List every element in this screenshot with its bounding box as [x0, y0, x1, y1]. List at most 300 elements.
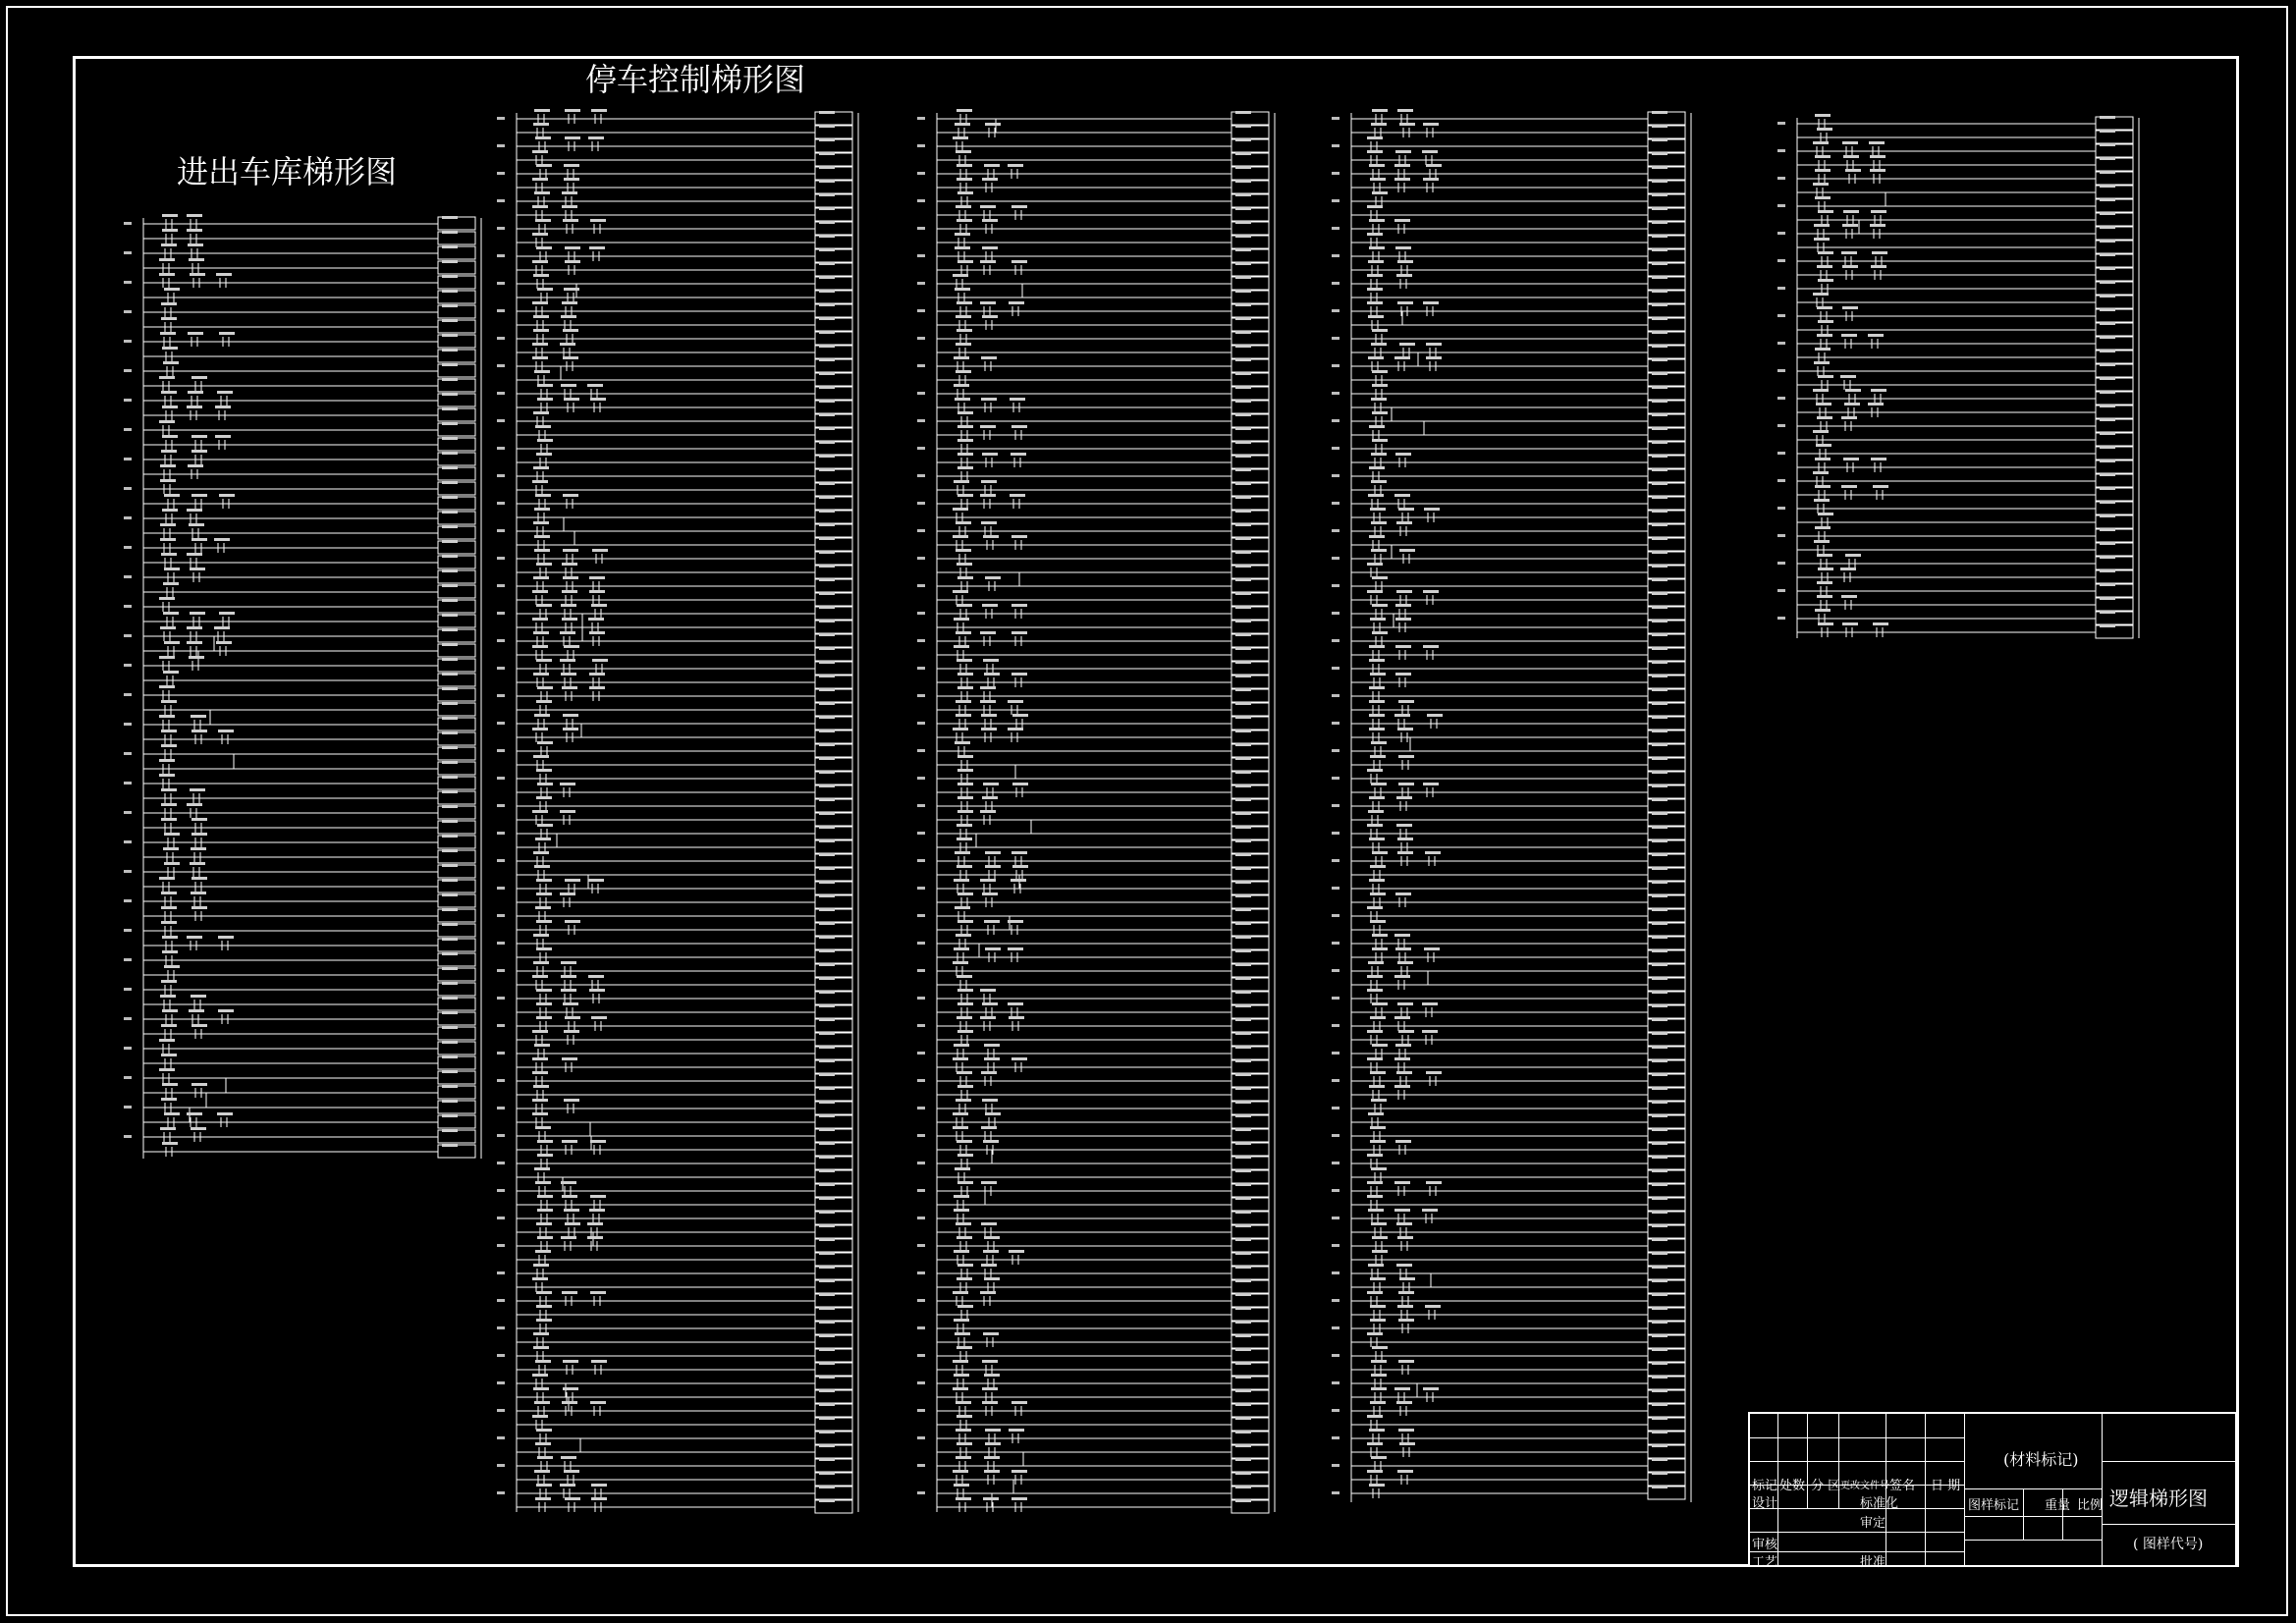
address-label [2100, 130, 2115, 133]
address-label [819, 922, 835, 925]
address-label [214, 538, 230, 541]
step-number [124, 1106, 132, 1109]
address-label [1235, 331, 1251, 334]
address-label [214, 626, 230, 629]
step-number [497, 254, 505, 257]
address-label [1652, 496, 1667, 499]
step-number [1332, 1354, 1339, 1357]
address-label [957, 439, 973, 442]
address-label [819, 771, 835, 774]
address-label [957, 1415, 972, 1418]
address-label [191, 995, 206, 998]
address-label [2100, 336, 2115, 339]
address-label [2100, 514, 2115, 517]
address-label [1652, 991, 1667, 994]
step-number [497, 1052, 505, 1055]
address-label [1652, 1444, 1667, 1447]
step-number [124, 811, 132, 814]
address-label [532, 1057, 548, 1060]
address-label [1235, 592, 1251, 595]
address-label [159, 258, 175, 261]
address-label [1394, 164, 1410, 167]
address-label [587, 1222, 603, 1225]
step-number [917, 1436, 925, 1439]
address-label [1841, 485, 1857, 488]
address-label [1368, 356, 1384, 359]
address-label [981, 1222, 997, 1225]
address-label [819, 551, 835, 554]
address-label [1422, 1030, 1438, 1033]
address-label [1652, 1101, 1667, 1104]
address-label [1423, 590, 1439, 593]
address-label [1235, 675, 1251, 677]
address-label [819, 812, 835, 815]
address-label [819, 936, 835, 939]
address-label [588, 879, 604, 882]
address-label [983, 783, 999, 785]
step-number [917, 1079, 925, 1082]
address-label [442, 982, 458, 985]
address-label [1235, 207, 1251, 210]
address-label [1652, 1114, 1667, 1117]
address-label [984, 1044, 1000, 1047]
address-label [1396, 1264, 1412, 1267]
address-label [980, 686, 996, 689]
step-number [497, 887, 505, 890]
address-label [1372, 384, 1388, 387]
address-label [1011, 673, 1027, 676]
address-label [1652, 867, 1667, 870]
address-label [191, 730, 207, 732]
address-label [1652, 386, 1667, 389]
address-label [164, 1112, 180, 1115]
step-number [917, 859, 925, 862]
step-number [124, 899, 132, 902]
address-label [1845, 169, 1861, 172]
address-label [1652, 784, 1667, 787]
address-label [188, 464, 203, 467]
address-label [953, 136, 968, 139]
address-label [957, 1030, 973, 1033]
address-label [1011, 260, 1027, 263]
step-number [1332, 1409, 1339, 1412]
address-label [819, 1238, 835, 1241]
address-label [819, 908, 835, 911]
address-label [442, 511, 458, 514]
address-label [819, 620, 835, 622]
address-label [534, 1167, 550, 1170]
address-label [980, 700, 996, 703]
address-label [589, 673, 605, 676]
address-label [1424, 947, 1440, 950]
address-label [442, 437, 458, 440]
address-label [1395, 1044, 1411, 1047]
address-label [982, 219, 998, 222]
address-label [957, 783, 973, 785]
address-label [1652, 248, 1667, 251]
address-label [954, 1044, 969, 1047]
address-label [1009, 1016, 1024, 1019]
address-label [1813, 293, 1829, 296]
address-label [956, 549, 971, 552]
address-label [161, 980, 177, 983]
address-label [957, 109, 972, 112]
address-label [1235, 771, 1251, 774]
address-label [1235, 427, 1251, 430]
address-label [1235, 1156, 1251, 1159]
address-label [982, 315, 998, 318]
address-label [442, 555, 458, 558]
address-label [1394, 714, 1410, 717]
address-label [819, 1224, 835, 1227]
address-label [2100, 171, 2115, 174]
step-number [497, 282, 505, 285]
address-label [1367, 769, 1383, 772]
address-label [442, 776, 458, 779]
address-label [532, 1415, 548, 1418]
address-label [984, 920, 1000, 923]
address-label [442, 938, 458, 941]
tb-design: 设计 [1752, 1496, 1778, 1511]
address-label [2100, 432, 2115, 435]
step-number [917, 1134, 925, 1137]
address-label [442, 879, 458, 882]
address-label [981, 1126, 997, 1129]
address-label [1398, 1030, 1414, 1033]
address-label [957, 1236, 972, 1239]
address-label [1652, 633, 1667, 636]
address-label [982, 178, 998, 181]
address-label [1814, 499, 1830, 502]
step-number [917, 117, 925, 120]
address-label [560, 783, 575, 785]
address-label [1814, 224, 1830, 227]
address-label [1235, 1334, 1251, 1337]
address-label [164, 833, 180, 836]
address-label [442, 997, 458, 1000]
address-label [164, 641, 180, 644]
step-number [1332, 1491, 1339, 1494]
address-label [1367, 1291, 1383, 1294]
address-label [562, 1195, 577, 1198]
step-number [917, 639, 925, 642]
step-number [917, 1381, 925, 1384]
step-number [1777, 479, 1785, 482]
step-number [124, 458, 132, 460]
address-label [1815, 348, 1831, 351]
address-label [953, 1112, 968, 1115]
address-label [442, 908, 458, 911]
address-label [532, 728, 548, 730]
address-label [191, 818, 207, 821]
step-number [917, 227, 925, 230]
address-label [957, 411, 973, 414]
address-label [984, 1236, 1000, 1239]
tb-review-fixed: 审定 [1860, 1516, 1886, 1531]
step-number [1777, 177, 1785, 180]
address-label [1371, 1387, 1387, 1390]
address-label [1652, 1376, 1667, 1379]
address-label [191, 435, 207, 438]
address-label [2100, 116, 2115, 119]
address-label [592, 659, 608, 662]
address-label [532, 590, 548, 593]
address-label [1367, 590, 1383, 593]
address-label [164, 494, 180, 497]
address-label [1369, 219, 1385, 222]
address-label [957, 1085, 973, 1088]
address-label [1235, 1307, 1251, 1310]
address-label [1370, 1016, 1386, 1019]
address-label [955, 1167, 970, 1170]
address-label [2100, 226, 2115, 229]
address-label [532, 618, 548, 621]
address-label [1367, 1057, 1383, 1060]
step-number [1332, 1189, 1339, 1192]
address-label [160, 479, 176, 482]
address-label [1396, 1401, 1412, 1404]
address-label [1652, 936, 1667, 939]
address-label [1235, 620, 1251, 622]
address-label [1398, 1291, 1414, 1294]
address-label [1369, 879, 1385, 882]
address-label [162, 229, 178, 232]
address-label [1235, 193, 1251, 196]
address-label [2100, 391, 2115, 394]
address-label [2100, 143, 2115, 146]
tb-zone: 分 区 [1811, 1479, 1841, 1493]
address-label [1235, 1499, 1251, 1502]
step-number [124, 958, 132, 961]
address-label [819, 372, 835, 375]
address-label [536, 700, 552, 703]
address-label [1394, 1085, 1410, 1088]
address-label [819, 1101, 835, 1104]
address-label [819, 1183, 835, 1186]
address-label [442, 349, 458, 352]
address-label [1652, 1046, 1667, 1049]
address-label [2100, 267, 2115, 270]
address-label [563, 494, 578, 497]
address-label [1842, 622, 1858, 625]
address-label [2100, 240, 2115, 243]
address-label [1372, 1044, 1388, 1047]
step-number [497, 694, 505, 697]
step-number [917, 887, 925, 890]
address-label [1652, 400, 1667, 403]
address-label [985, 865, 1001, 868]
step-number [917, 804, 925, 807]
address-label [2100, 253, 2115, 256]
step-number [1332, 1162, 1339, 1164]
address-label [1652, 853, 1667, 856]
step-number [1777, 259, 1785, 262]
address-label [819, 235, 835, 238]
address-label [957, 1154, 973, 1157]
step-number [497, 1271, 505, 1274]
step-number [497, 309, 505, 312]
address-label [819, 633, 835, 636]
address-label [537, 288, 553, 291]
address-label [1367, 205, 1383, 208]
address-label [1235, 303, 1251, 306]
address-label [1816, 444, 1831, 447]
address-label [1652, 303, 1667, 306]
address-label [561, 975, 576, 978]
address-label [1652, 730, 1667, 732]
address-label [2100, 473, 2115, 476]
address-label [982, 1099, 998, 1102]
address-label [982, 246, 998, 249]
address-label [562, 1057, 577, 1060]
address-label [1395, 1140, 1411, 1143]
address-label [159, 656, 175, 659]
step-number [917, 144, 925, 147]
address-label [819, 1266, 835, 1269]
address-label [2100, 157, 2115, 160]
address-label [1009, 1429, 1024, 1432]
address-label [819, 317, 835, 320]
step-number [1777, 149, 1785, 152]
step-number [1332, 887, 1339, 890]
address-label [1235, 248, 1251, 251]
address-label [535, 136, 551, 139]
address-label [442, 673, 458, 676]
address-label [984, 673, 1000, 676]
step-number [124, 929, 132, 932]
address-label [1394, 1387, 1410, 1390]
address-label [563, 329, 578, 332]
address-label [219, 612, 235, 615]
address-label [954, 645, 969, 648]
address-label [160, 995, 176, 998]
address-label [1235, 276, 1251, 279]
step-number [1332, 1464, 1339, 1467]
address-label [1011, 1470, 1027, 1473]
address-label [1652, 152, 1667, 155]
step-number [1332, 282, 1339, 285]
address-label [819, 1004, 835, 1007]
address-label [565, 879, 580, 882]
address-label [1868, 334, 1884, 337]
step-number [124, 782, 132, 784]
address-label [1235, 894, 1251, 897]
step-number [917, 1271, 925, 1274]
address-label [1008, 700, 1023, 703]
address-label [1422, 1002, 1438, 1005]
address-label [981, 398, 997, 401]
step-number [1332, 364, 1339, 367]
address-label [1815, 114, 1831, 117]
address-label [1235, 578, 1251, 581]
step-number [497, 1134, 505, 1137]
address-label [1652, 1403, 1667, 1406]
step-number [497, 804, 505, 807]
address-label [819, 413, 835, 416]
tb-process: 工艺 [1752, 1555, 1778, 1570]
address-label [533, 1346, 549, 1349]
address-label [1394, 219, 1410, 222]
address-label [1817, 595, 1832, 598]
address-label [563, 728, 578, 730]
address-label [957, 260, 973, 263]
address-label [1398, 1429, 1414, 1432]
address-label [1841, 251, 1857, 254]
address-label [591, 1360, 607, 1363]
address-label [956, 370, 971, 373]
address-label [536, 920, 552, 923]
address-label [953, 1126, 968, 1129]
address-label [1396, 1222, 1412, 1225]
address-label [1235, 1486, 1251, 1488]
address-label [560, 343, 575, 346]
address-label [1395, 150, 1411, 153]
address-label [161, 317, 177, 320]
address-label [1367, 136, 1383, 139]
address-label [191, 1024, 207, 1027]
address-label [1870, 155, 1886, 158]
address-label [957, 1264, 973, 1267]
address-label [442, 334, 458, 337]
step-number [497, 557, 505, 560]
address-label [819, 867, 835, 870]
address-label [159, 759, 175, 762]
address-label [1235, 565, 1251, 568]
address-label [1235, 1073, 1251, 1076]
address-label [957, 329, 972, 332]
address-label [187, 1112, 202, 1115]
address-label [819, 675, 835, 677]
address-label [1367, 150, 1383, 153]
address-label [819, 702, 835, 705]
address-label [957, 301, 972, 304]
address-label [1652, 977, 1667, 980]
address-label [957, 1305, 973, 1308]
address-label [1235, 1087, 1251, 1090]
address-label [560, 893, 575, 895]
address-label [984, 1057, 1000, 1060]
address-label [2100, 556, 2115, 559]
address-label [1396, 521, 1412, 524]
address-label [1235, 1389, 1251, 1392]
step-number [497, 1107, 505, 1109]
address-label [1652, 578, 1667, 581]
address-label [1652, 743, 1667, 746]
step-number [1332, 337, 1339, 340]
address-label [1235, 1101, 1251, 1104]
address-label [1395, 893, 1411, 895]
address-label [1818, 568, 1833, 570]
address-label [534, 370, 550, 373]
step-number [124, 399, 132, 402]
address-label [953, 961, 968, 964]
step-number [917, 1189, 925, 1192]
address-label [1235, 1224, 1251, 1227]
address-label [442, 1041, 458, 1044]
address-label [985, 123, 1001, 126]
address-label [1235, 1266, 1251, 1269]
address-label [1010, 494, 1025, 497]
address-label [560, 631, 575, 634]
address-label [215, 406, 231, 408]
address-label [1397, 1236, 1413, 1239]
address-label [442, 525, 458, 528]
step-number [497, 1464, 505, 1467]
address-label [981, 521, 997, 524]
address-label [187, 406, 202, 408]
address-label [956, 1429, 971, 1432]
address-label [1368, 1264, 1384, 1267]
